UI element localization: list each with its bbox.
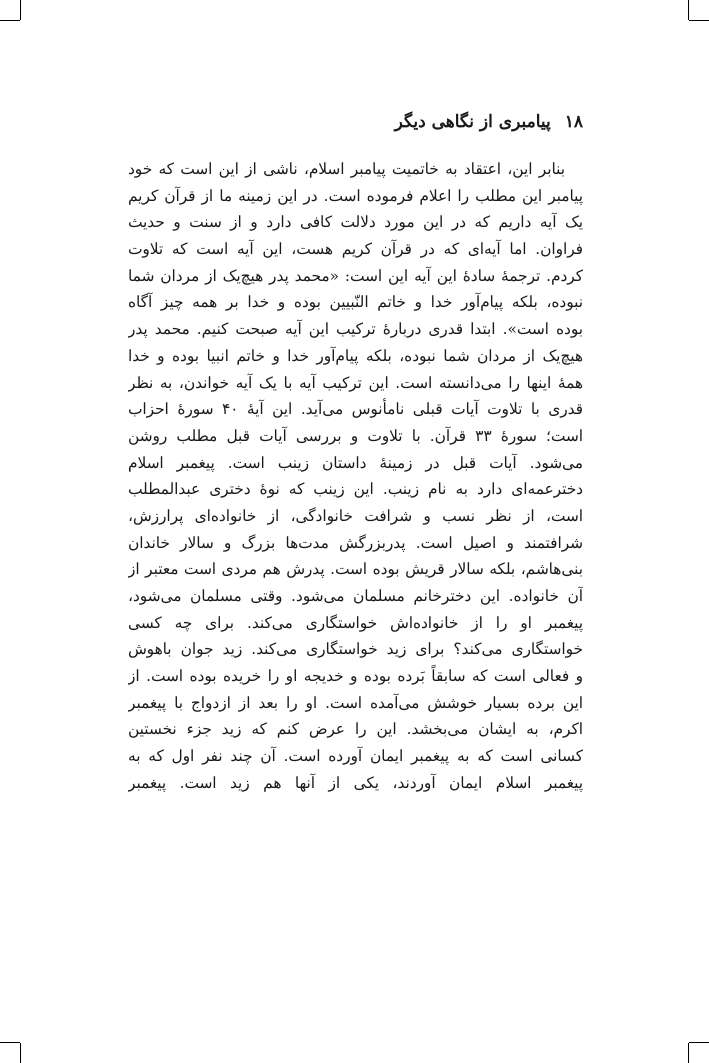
text-line: کسانی است که به پیغمبر ایمان آورده است. آن چند نفر اول که به bbox=[128, 747, 583, 766]
page-number: ۱۸ bbox=[564, 112, 583, 132]
text-line: و فعالی است که سابقاً بَرده بوده و خدیجه او را خریده بوده است. از bbox=[128, 667, 583, 686]
text-line: پیامبر این مطلب را اعلام فرموده است. در این زمینه ما از قرآن کریم bbox=[128, 186, 583, 205]
text-line: کردم. ترجمهٔ سادهٔ این آیه این است: «محمد پدر هیچ‌یک از مردان شما bbox=[128, 266, 583, 285]
crop-mark bbox=[688, 1043, 689, 1063]
text-line: هیچ‌یک از مردان شما نبوده، بلکه پیام‌آور خدا و خاتم انبیا بوده و خدا bbox=[128, 346, 583, 365]
text-line: پیغمبر اسلام ایمان آوردند، یکی از آنها هم زید است. پیغمبر bbox=[128, 773, 583, 792]
text-line: دخترعمه‌ای دارد به نام زینب. این زینب که نوهٔ دختری عبدالمطلب bbox=[128, 480, 583, 499]
text-line: بنابر این، اعتقاد به خاتمیت پیامبر اسلام، ناشی از این است که خود bbox=[128, 160, 565, 178]
crop-mark bbox=[0, 20, 20, 21]
crop-mark bbox=[689, 20, 709, 21]
text-line: فراوان. اما آیه‌ای که در قرآن کریم هست، این آیه است که تلاوت bbox=[128, 240, 583, 259]
text-line: پیغمبر او را از خانواده‌اش خواستگاری می‌کند. برای چه کسی bbox=[128, 613, 583, 632]
text-line: بنی‌هاشم، بلکه سالار قریش بوده است. پدرش هم مردی است معتبر از bbox=[128, 560, 583, 579]
text-line: شرافتمند و اصیل است. پدربزرگش مدت‌ها بزرگ و سالار خاندان bbox=[128, 533, 583, 552]
running-title: پیامبری از نگاهی دیگر bbox=[394, 112, 551, 132]
text-line: می‌شود. آیات قبل در زمینهٔ داستان زینب است. پیغمبر اسلام bbox=[128, 453, 583, 472]
body-text bbox=[128, 156, 583, 797]
text-line: اکرم، به ایشان می‌بخشد. این را عرض کنم که زید جزء نخستین bbox=[128, 720, 583, 739]
crop-mark bbox=[689, 1042, 709, 1043]
text-line: خواستگاری می‌کند؟ برای زید خواستگاری می‌کند. زید جوان باهوش bbox=[128, 640, 583, 659]
text-line: آن خانواده. این دخترخانم مسلمان می‌شود. وقتی مسلمان می‌شود، bbox=[128, 587, 583, 605]
crop-mark bbox=[0, 1042, 20, 1043]
text-line: بوده است». ابتدا قدری دربارهٔ ترکیب این آیه صبحت کنیم. محمد پدر bbox=[128, 320, 583, 339]
text-line: قدری با تلاوت آیات قبلی نامأنوس می‌آید. این آیهٔ ۴۰ سورهٔ احزاب bbox=[128, 400, 583, 419]
crop-mark bbox=[20, 0, 21, 20]
text-line: این برده بسیار خوشش می‌آمده است. او را بعد از ازدواج با پیغمبر bbox=[128, 693, 583, 712]
text-line: نبوده، بلکه پیام‌آور خدا و خاتم النّبیین بوده و خدا بر همه چیز آگاه bbox=[128, 293, 583, 312]
text-line: همهٔ اینها را می‌دانسته است. این ترکیب آیه با یک آیه خواندن، به نظر bbox=[128, 373, 583, 392]
page-header bbox=[128, 112, 583, 132]
crop-mark bbox=[688, 0, 689, 20]
text-line: است؛ سورهٔ ۳۳ قرآن. با تلاوت و بررسی آیات قبل مطلب روشن bbox=[128, 426, 583, 445]
text-line: یک آیه داریم که در این مورد دلالت کافی دارد و از سنت و حدیث bbox=[128, 213, 583, 232]
text-line: است، از نظر نسب و شرافت خانوادگی، از خانواده‌ای پرارزش، bbox=[128, 506, 583, 525]
crop-mark bbox=[20, 1043, 21, 1063]
